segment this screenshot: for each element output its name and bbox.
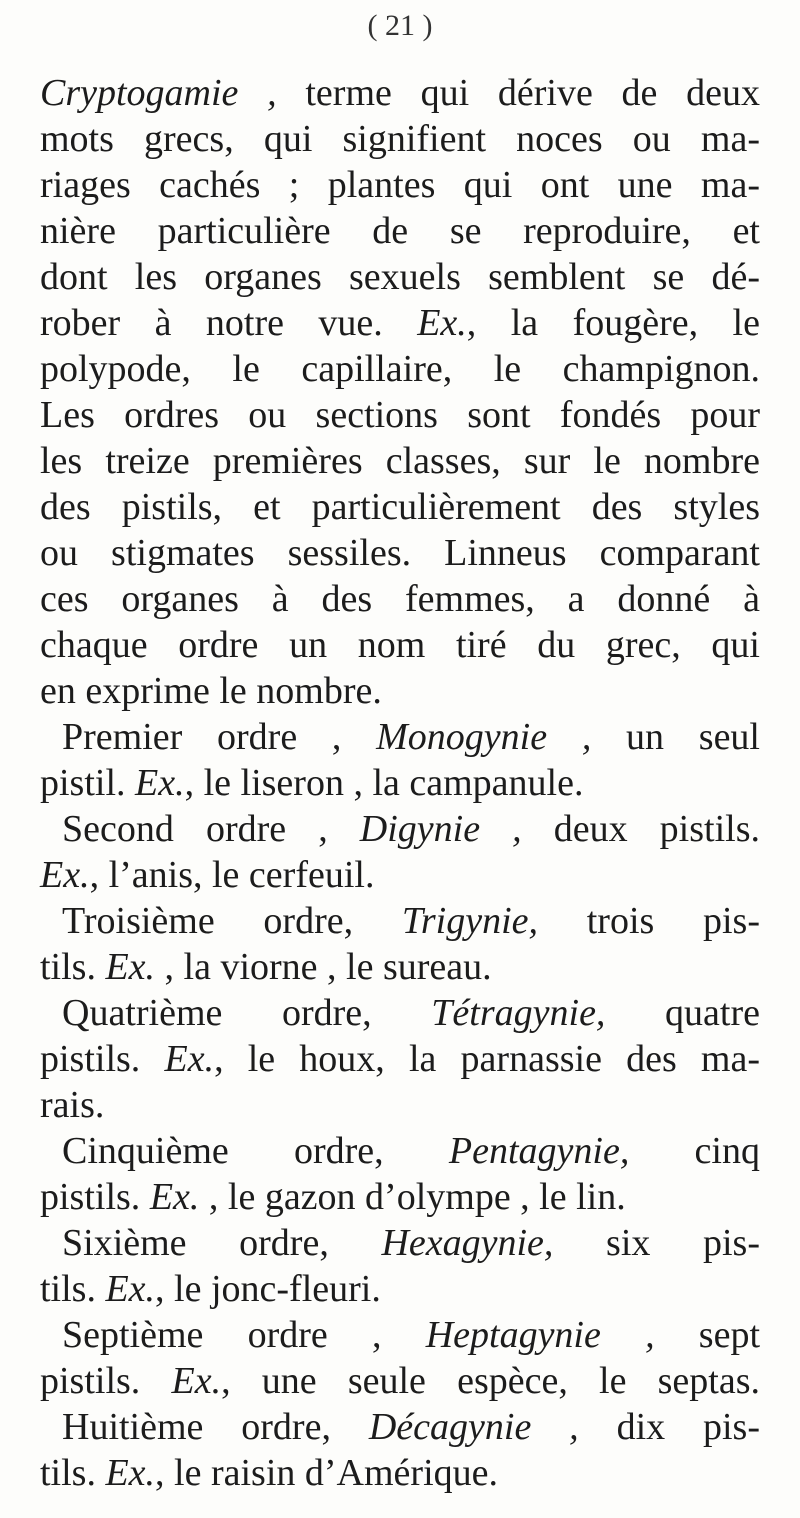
text-line [40, 1404, 760, 1450]
text-segment: des pistils, et particulièrement des styles [40, 486, 760, 528]
text-line [40, 760, 760, 806]
text-segment: , le gazon d’olympe , le lin. [199, 1176, 626, 1218]
text-line [40, 852, 760, 898]
text-segment: Quatrième ordre, [62, 992, 432, 1034]
text-line [40, 300, 760, 346]
text-segment: , le liseron , la campanule. [184, 762, 584, 804]
italic-term: Ex. [149, 1176, 200, 1218]
italic-term: Pentagynie, [448, 1130, 630, 1172]
text-segment: Cinquième ordre, [62, 1130, 449, 1172]
text-segment: chaque ordre un nom tiré du grec, qui [40, 624, 760, 666]
text-line [40, 714, 760, 760]
text-segment: en exprime le nombre. [40, 670, 382, 712]
text-segment: ou stigmates sessiles. Linneus comparant [40, 532, 760, 574]
text-line [40, 116, 760, 162]
italic-term: Monogynie , [376, 716, 592, 758]
text-segment: rais. [40, 1084, 105, 1126]
italic-term: Ex. [135, 762, 185, 804]
text-segment: tils. [40, 1268, 106, 1310]
italic-term: Ex. [417, 302, 467, 344]
text-line [40, 484, 760, 530]
text-line [40, 1174, 760, 1220]
text-segment: Troisième ordre, [62, 900, 402, 942]
text-line [40, 208, 760, 254]
text-line [40, 1450, 760, 1496]
italic-term: Décagynie , [368, 1406, 579, 1448]
italic-term: Ex. [164, 1038, 215, 1080]
text-line [40, 990, 760, 1036]
text-line [40, 1036, 760, 1082]
text-segment: mots grecs, qui signifient noces ou ma- [40, 118, 760, 160]
text-line [40, 944, 760, 990]
text-segment: trois pis- [538, 900, 760, 942]
italic-term: Ex. [171, 1360, 222, 1402]
text-segment: Sixième ordre, [62, 1222, 382, 1264]
text-line [40, 1082, 760, 1128]
text-line [40, 254, 760, 300]
text-line [40, 622, 760, 668]
text-segment: , le jonc-fleuri. [155, 1268, 381, 1310]
text-segment: dix pis- [578, 1406, 760, 1448]
text-segment: riages cachés ; plantes qui ont une ma- [40, 164, 760, 206]
text-segment: tils. [40, 1452, 106, 1494]
text-line [40, 1266, 760, 1312]
text-segment: pistils. [40, 1038, 165, 1080]
italic-term: Digynie , [359, 808, 522, 850]
italic-term: Ex. [40, 854, 90, 896]
text-segment: Les ordres ou sections sont fondés pour [40, 394, 760, 436]
text-segment: polypode, le capillaire, le champignon. [40, 348, 760, 390]
text-line [40, 576, 760, 622]
text-segment: , le raisin d’Amérique. [155, 1452, 498, 1494]
text-segment: ces organes à des femmes, a donné à [40, 578, 760, 620]
text-segment: tils. [40, 946, 106, 988]
text-segment: pistils. [40, 1360, 172, 1402]
text-segment: un seul [591, 716, 760, 758]
text-segment: , une seule espèce, le septas. [221, 1360, 760, 1402]
italic-term: Trigynie, [401, 900, 539, 942]
text-segment: Huitième ordre, [62, 1406, 369, 1448]
text-line [40, 162, 760, 208]
text-line [40, 346, 760, 392]
italic-term: Ex. [105, 946, 156, 988]
text-line [40, 1312, 760, 1358]
text-segment: , l’anis, le cerfeuil. [89, 854, 375, 896]
text-line [40, 438, 760, 484]
text-segment: quatre [605, 992, 761, 1034]
italic-term: Ex. [105, 1268, 156, 1310]
text-segment: pistils. [40, 1176, 150, 1218]
text-segment: , le houx, la parnassie des ma- [214, 1038, 761, 1080]
text-segment: terme qui dérive de deux [276, 72, 760, 114]
text-segment: , la viorne , le sureau. [155, 946, 492, 988]
text-segment: Septième ordre , [62, 1314, 426, 1356]
text-line [40, 1128, 760, 1174]
text-segment: Second ordre , [62, 808, 360, 850]
text-line [40, 392, 760, 438]
italic-term: Heptagynie , [425, 1314, 655, 1356]
italic-term: Cryptogamie , [40, 72, 277, 114]
text-segment: nière particulière de se reproduire, et [40, 210, 760, 252]
text-line [40, 806, 760, 852]
text-line [40, 898, 760, 944]
text-segment: les treize premières classes, sur le nombre [40, 440, 760, 482]
italic-term: Ex. [105, 1452, 156, 1494]
text-line [40, 1220, 760, 1266]
text-line [40, 530, 760, 576]
text-segment: deux pistils. [521, 808, 760, 850]
text-segment: cinq [629, 1130, 760, 1172]
text-segment: six pis- [553, 1222, 760, 1264]
text-segment: sept [654, 1314, 760, 1356]
text-line [40, 1358, 760, 1404]
italic-term: Hexagynie, [381, 1222, 554, 1264]
text-segment: rober à notre vue. [40, 302, 418, 344]
text-segment: dont les organes sexuels semblent se dé- [40, 256, 760, 298]
text-line [40, 70, 760, 116]
page-number: ( 21 ) [367, 9, 433, 42]
text-segment: , la fougère, le [466, 302, 760, 344]
italic-term: Tétragynie, [431, 992, 606, 1034]
text-segment: pistil. [40, 762, 136, 804]
text-line [40, 668, 760, 714]
text-segment: Premier ordre , [62, 716, 377, 758]
